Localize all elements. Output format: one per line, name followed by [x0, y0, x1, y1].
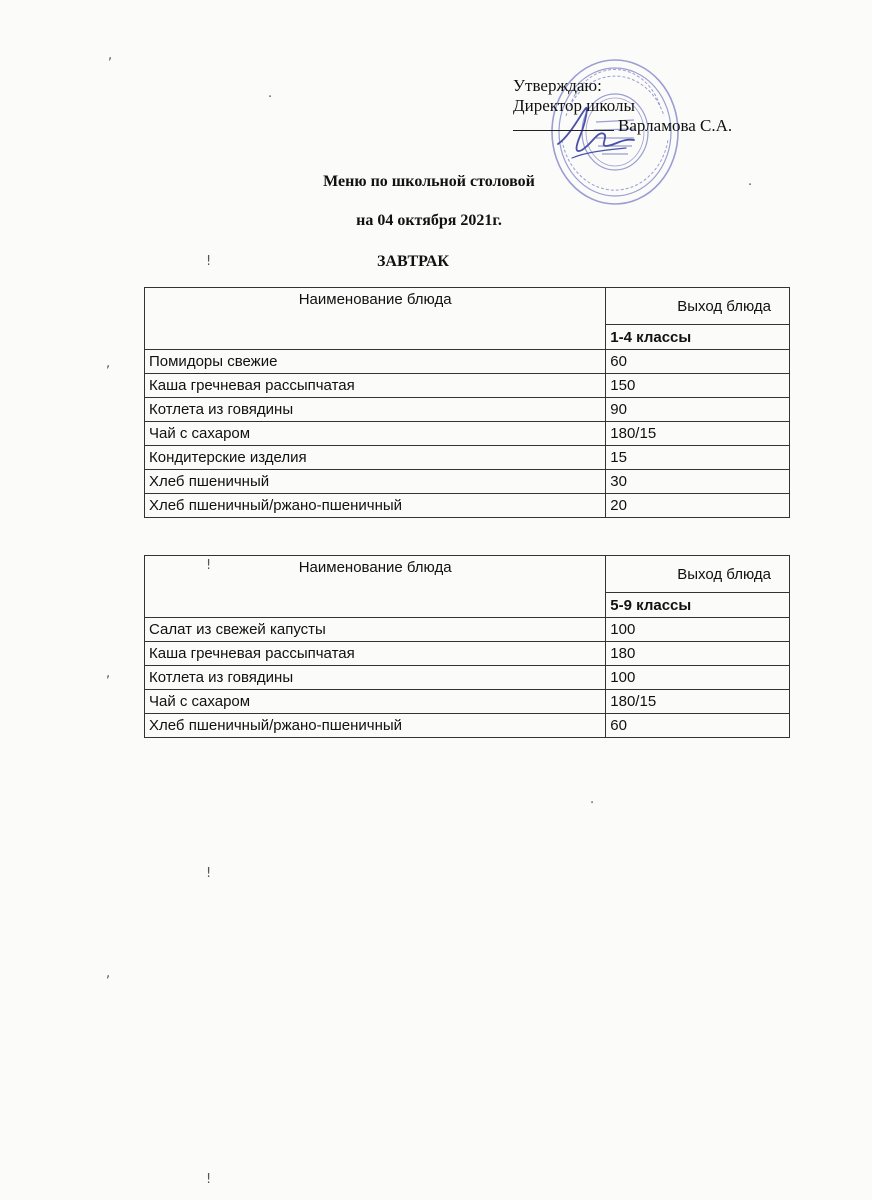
dish-name: Чай с сахаром: [145, 690, 606, 714]
dish-name: Помидоры свежие: [145, 350, 606, 374]
approval-signatory: [513, 116, 732, 136]
dish-output: 15: [606, 446, 790, 470]
dish-output: 20: [606, 494, 790, 518]
dish-output: 180/15: [606, 422, 790, 446]
menu-table-grades-1-4: [144, 287, 790, 518]
scan-speck: ,: [108, 48, 113, 63]
table-row: [145, 398, 790, 422]
dish-output: 90: [606, 398, 790, 422]
menu-table-grades-5-9: [144, 555, 790, 738]
dish-name: Котлета из говядины: [145, 666, 606, 690]
table-row: [145, 494, 790, 518]
dish-name: Каша гречневая рассыпчатая: [145, 374, 606, 398]
dish-name: Хлеб пшеничный/ржано-пшеничный: [145, 714, 606, 738]
dish-name: Чай с сахаром: [145, 422, 606, 446]
table-row: [145, 714, 790, 738]
table-row: [145, 374, 790, 398]
dish-output: 100: [606, 618, 790, 642]
table-row: [145, 666, 790, 690]
table-row: [145, 446, 790, 470]
scan-speck: ,: [106, 356, 111, 371]
dish-output: 180/15: [606, 690, 790, 714]
scan-speck: ·: [268, 90, 273, 105]
dish-name: Котлета из говядины: [145, 398, 606, 422]
grade-group-label: 1-4 классы: [606, 325, 790, 350]
approval-position: Директор школы: [513, 96, 635, 115]
table-header-row: [145, 288, 790, 325]
menu-date: на 04 октября 2021г.: [356, 212, 502, 229]
column-header-dish: Наименование блюда: [145, 288, 606, 350]
dish-name: Салат из свежей капусты: [145, 618, 606, 642]
approval-name: Варламова С.А.: [618, 116, 733, 135]
dish-output: 30: [606, 470, 790, 494]
scan-speck: ,: [106, 966, 111, 981]
dish-name: Хлеб пшеничный/ржано-пшеничный: [145, 494, 606, 518]
table-row: [145, 470, 790, 494]
scan-speck: !: [206, 866, 212, 881]
dish-name: Каша гречневая рассыпчатая: [145, 642, 606, 666]
column-header-output: Выход блюда: [606, 288, 790, 325]
dish-name: Хлеб пшеничный: [145, 470, 606, 494]
table-row: [145, 350, 790, 374]
table-row: [145, 642, 790, 666]
scan-speck: ,: [106, 666, 111, 681]
dish-output: 180: [606, 642, 790, 666]
approval-block: [513, 76, 732, 136]
scan-speck: ·: [748, 178, 753, 193]
table-header-row: [145, 556, 790, 593]
meal-heading: ЗАВТРАК: [376, 253, 449, 270]
approval-heading: Утверждаю:: [513, 76, 602, 95]
scan-speck: ·: [590, 796, 595, 811]
table-row: [145, 422, 790, 446]
grade-group-label: 5-9 классы: [606, 593, 790, 618]
dish-output: 60: [606, 714, 790, 738]
dish-output: 150: [606, 374, 790, 398]
dish-output: 60: [606, 350, 790, 374]
scan-speck: !: [206, 1172, 212, 1187]
dish-output: 100: [606, 666, 790, 690]
scan-speck: !: [206, 254, 212, 269]
table-row: [145, 690, 790, 714]
table-row: [145, 618, 790, 642]
dish-name: Кондитерские изделия: [145, 446, 606, 470]
scan-speck: !: [206, 558, 212, 573]
column-header-output: Выход блюда: [606, 556, 790, 593]
column-header-dish: Наименование блюда: [145, 556, 606, 618]
signature-line: [513, 116, 614, 131]
menu-title: Меню по школьной столовой: [323, 173, 535, 190]
